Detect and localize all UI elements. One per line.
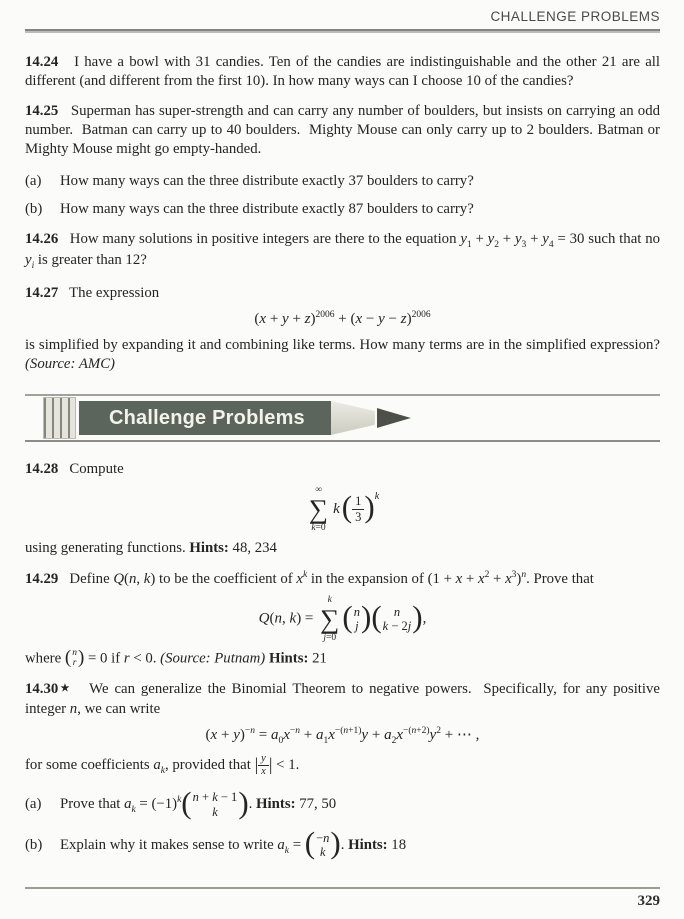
- problem-14-27-intro: 14.27 The expression: [25, 284, 160, 301]
- formula-14-30: $(x + y)^{-n} = a_0x^{-n} + a_1x^{-(n+1)}y + a_2x^{-(n+2)}y^2$ + ⋯ ,: [205, 725, 480, 746]
- part-a-label: (a): [25, 795, 42, 812]
- footer-rule: [25, 887, 660, 889]
- problem-14-30-part-a: [25, 784, 660, 820]
- page-footer: [25, 887, 660, 919]
- part-a-text: How many ways can the three distribute exactly 37 boulders to carry?: [60, 172, 474, 189]
- banner-bottom-rule: [25, 440, 660, 442]
- running-head: CHALLENGE PROBLEMS: [490, 9, 660, 24]
- formula-14-28: ∞ ∑ k=0 k( $\frac{1}{3}$ )$^k$: [308, 485, 380, 533]
- problem-14-24: 14.24 I have a bowl with 31 candies. Ten of the candies are indistinguishable and the other 21 are all different (and different from the first 10). In how many ways can I choose 10 of the candies?: [25, 53, 660, 89]
- problem-14-27-outro: is simplified by expanding it and combining like terms. How many terms are in the simplified expression? (Source: AMC): [25, 336, 660, 372]
- formula-14-29: Q(n, k) = k ∑ j=0 ( n j )( n k − 2j ),: [258, 595, 427, 643]
- problem-14-28-outro: using generating functions. Hints: 48, 234: [25, 540, 277, 557]
- problem-14-29-intro: 14.29 Define Q(n, k) to be the coefficient of $x^k$ in the expansion of $(1 + x + x^2 + x^3)^n$. Prove that: [25, 570, 594, 588]
- problem-14-25: 14.25 Superman has super-strength and can carry any number of boulders, but insists on carrying an odd number. Batman can carry up to 40 boulders. Mighty Mouse can only carry up to 2 boulders. Batman or Mighty Mouse might go empty-handed.: [25, 103, 660, 158]
- problem-14-30-part-b: [25, 825, 660, 861]
- part-b-text: How many ways can the three distribute exactly 87 boulders to carry?: [60, 200, 474, 217]
- banner-title: Challenge Problems: [109, 406, 305, 429]
- challenge-problems-banner: [25, 394, 660, 442]
- problem-14-28-intro: 14.28 Compute: [25, 460, 124, 477]
- pencil-eraser-icon: [43, 397, 76, 439]
- part-b-text: Explain why it makes sense to write $a_k$ = ( −n k ). Hints: 18: [60, 825, 407, 861]
- problem-14-25-part-b: [25, 200, 660, 219]
- pencil-point-icon: [377, 408, 411, 428]
- part-b-label: (b): [25, 200, 43, 217]
- formula-14-27: $(x + y + z)^{2006} + (x - y - z)^{2006}$: [254, 310, 431, 328]
- part-b-label: (b): [25, 836, 43, 853]
- page-number: 329: [637, 892, 660, 909]
- problem-14-30-mid: for some coefficients $a_k$, provided that | $\frac{y}{x}$ | < 1.: [25, 753, 300, 778]
- pencil-body: [79, 401, 331, 435]
- spacer: [25, 860, 660, 887]
- part-a-text: Prove that $a_k = (-1)^k$( n + k − 1 k ). Hints: 77, 50: [60, 784, 337, 820]
- problem-14-29-outro: where ( n r ) = 0 if r < 0. (Source: Putnam) Hints: 21: [25, 647, 327, 669]
- problem-14-26: 14.26 How many solutions in positive integers are there to the equation $y_1 + y_2 + y_3 + y_4 = 30$ such that no $y_i$ is greater than 12?: [25, 231, 660, 272]
- problem-14-30-intro: 14.30★ We can generalize the Binomial Theorem to negative powers. Specifically, for any positive integer n, we can write: [25, 681, 660, 717]
- pencil-tip-icon: [331, 401, 375, 435]
- problem-14-25-part-a: [25, 172, 660, 191]
- page-header: [25, 8, 660, 33]
- part-a-label: (a): [25, 172, 42, 189]
- pencil-graphic: [43, 396, 411, 440]
- header-rule: [25, 29, 660, 33]
